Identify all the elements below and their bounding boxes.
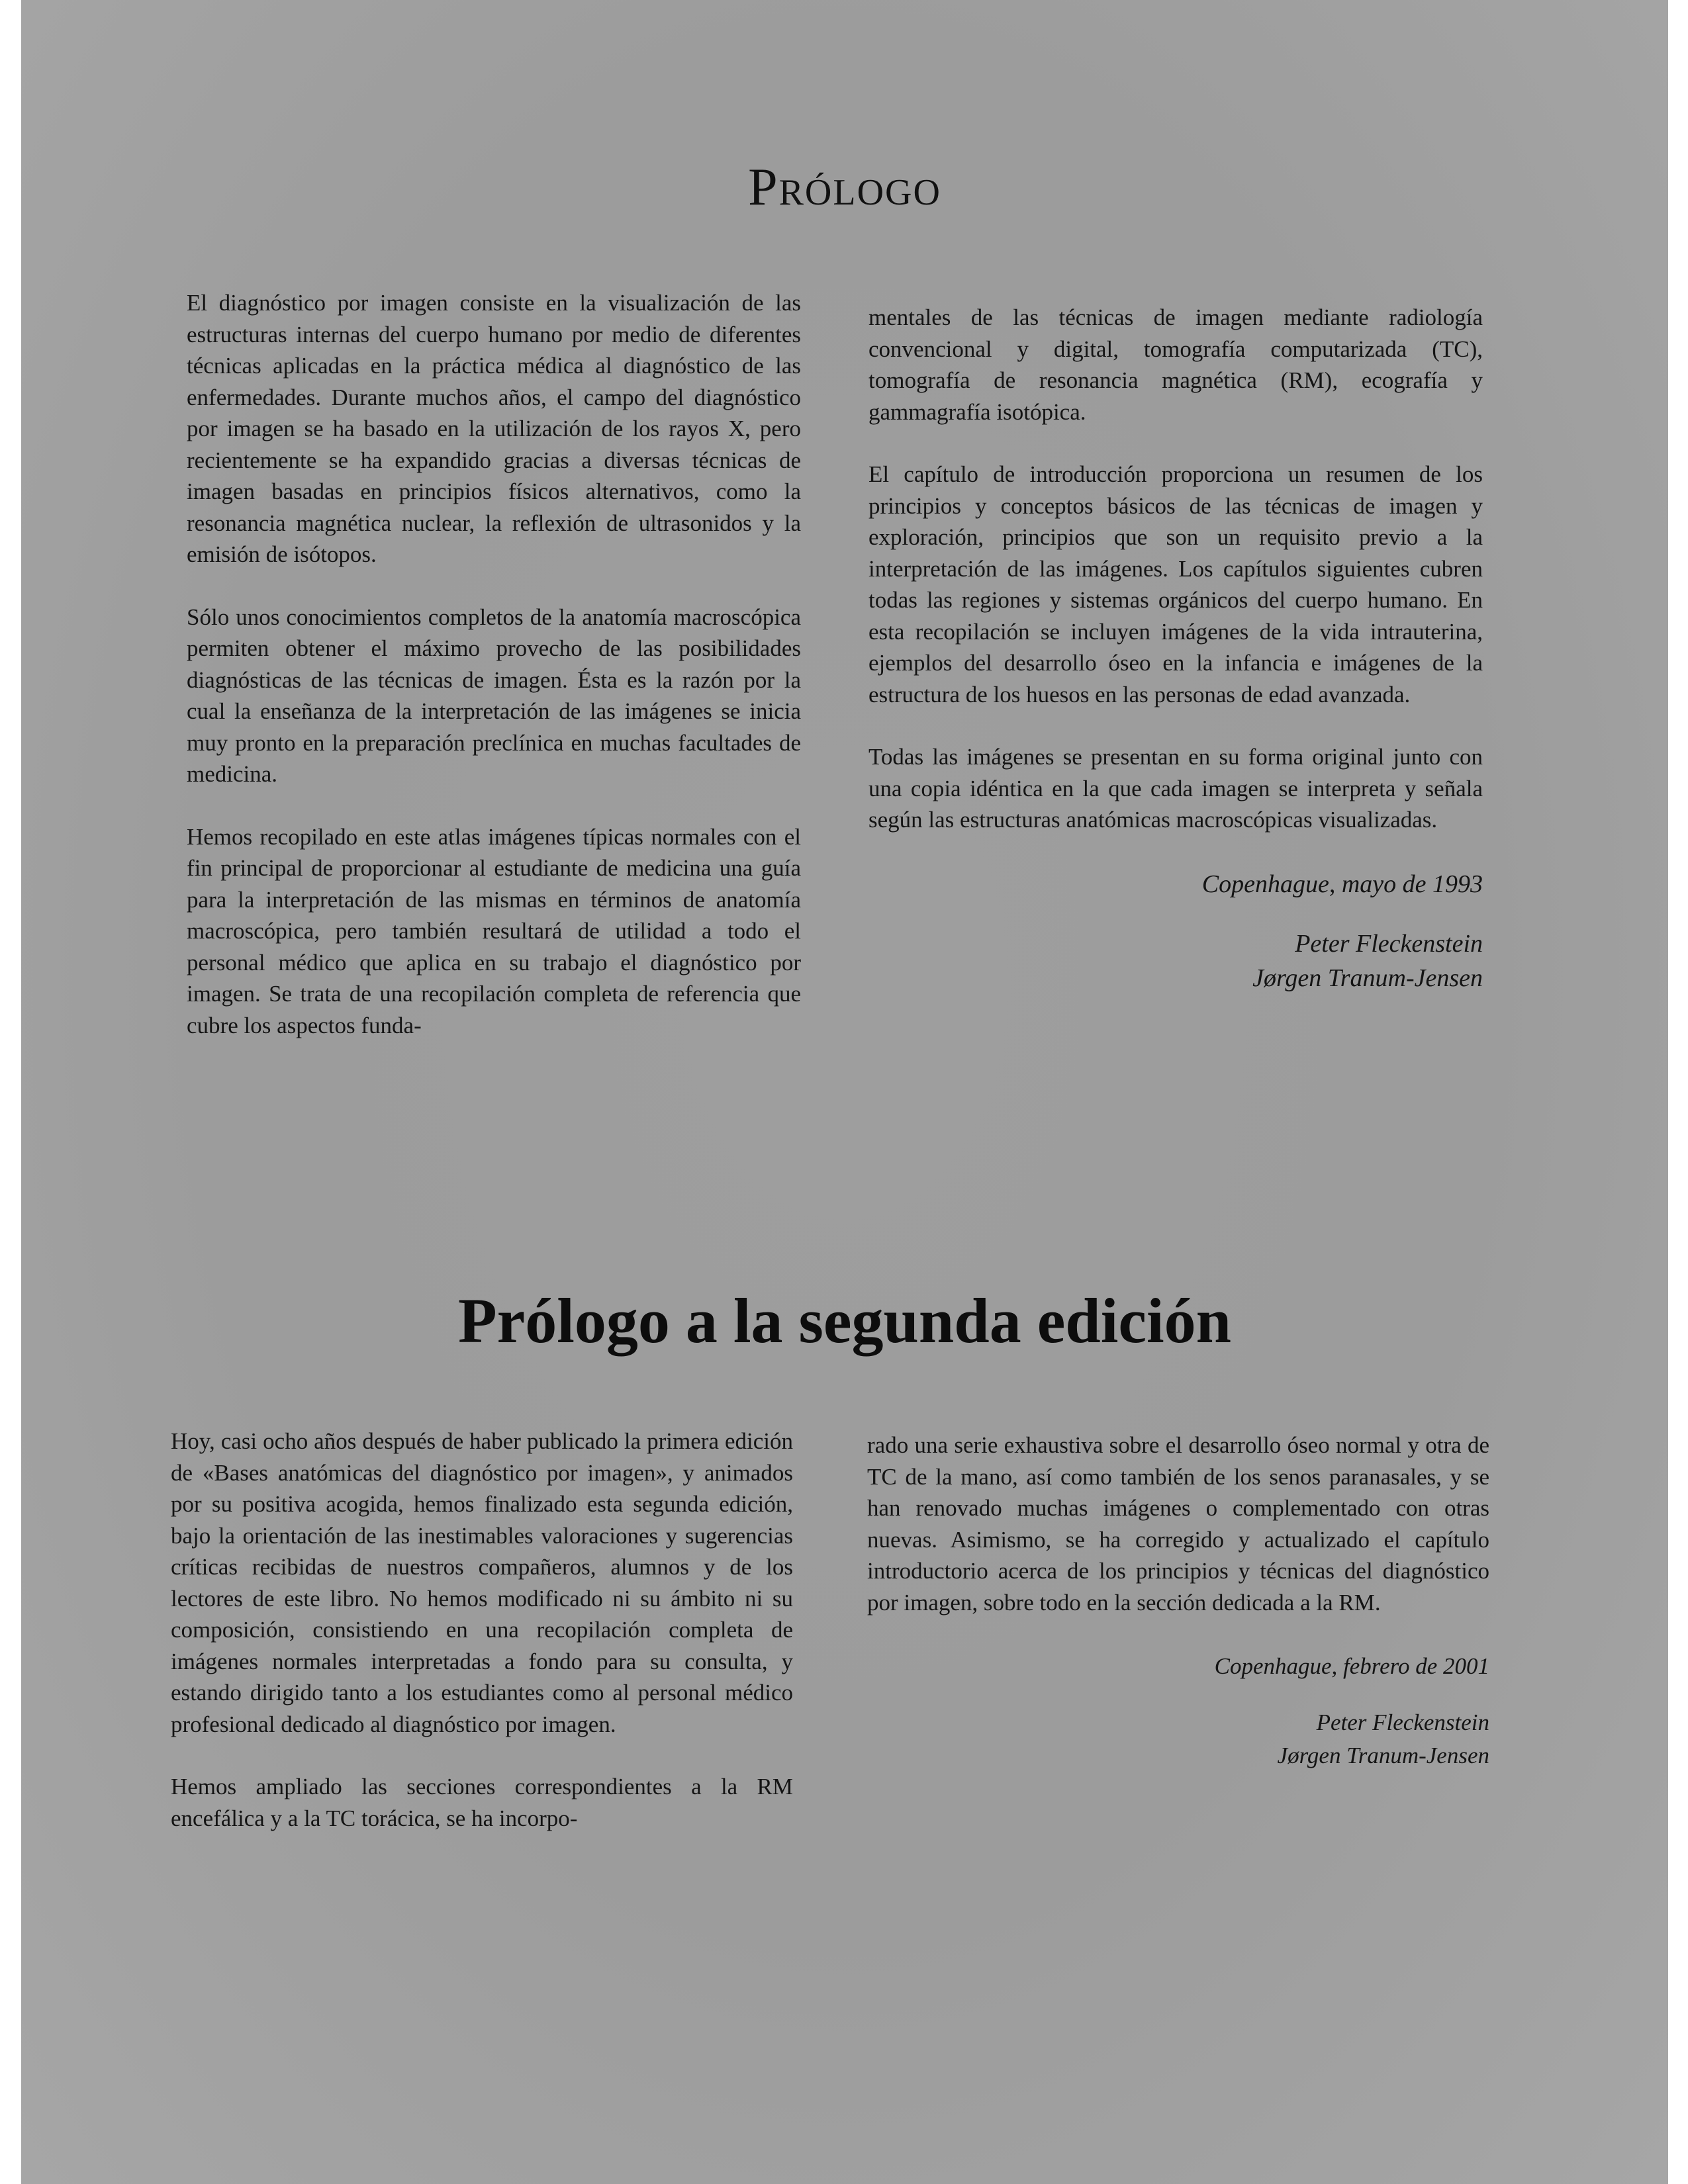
prologue-author-1: Peter Fleckenstein [1295, 929, 1483, 958]
prologue-paragraph: El capítulo de introducción proporciona un resumen de los principios y conceptos básicos de las técnicas de imagen y exploración, principios que son un requisito previo a la interpretación de las imágenes. Los capítulos siguientes cubren todas las regiones y sistemas orgánicos del cuerpo humano. En esta recopilación se incluyen imágenes de la vida intrauterina, ejemplos del desarrollo óseo en la infancia e imágenes de la estructura de los huesos en las personas de edad avanzada. [868, 461, 1483, 707]
prologue-paragraph: mentales de las técnicas de imagen mediante radiología convencional y digital, tomografía computarizada (TC), tomografía de resonancia magnética (RM), ecografía y gammagrafía isotópica. [868, 304, 1483, 425]
second-edition-author-2: Jørgen Tranum-Jensen [1277, 1743, 1489, 1768]
prologue-author-2: Jørgen Tranum-Jensen [1252, 964, 1483, 992]
second-edition-place-date: Copenhague, febrero de 2001 [1214, 1653, 1489, 1679]
prologue-place-date: Copenhague, mayo de 1993 [1201, 870, 1483, 898]
prologue-paragraph: Hemos recopilado en este atlas imágenes típicas normales con el fin principal de proporcionar al estudiante de medicina una guía para la interpretación de las mismas en términos de anatomía macroscópica, pero también resultará de utilidad a todo el personal médico que aplica en su trabajo el diagnóstico por imagen. Se trata de una recopilación completa de referencia que cubre los aspectos funda- [187, 823, 801, 1038]
second-edition-paragraph: Hoy, casi ocho años después de haber publicado la primera edición de «Bases anatómicas del diagnóstico por imagen», y animados por su positiva acogida, hemos finalizado esta segunda edición, bajo la orientación de las inestimables valoraciones y sugerencias críticas recibidas de nuestros compañeros, alumnos y de los lectores de este libro. No hemos modificado ni su ámbito ni su composición, consistiendo en una recopilación completa de imágenes normales interpretadas a fondo para su consulta, y estando dirigido tanto a los estudiantes como al personal médico profesional dedicado al diagnóstico por imagen. [171, 1428, 793, 1737]
prologue-paragraph: Sólo unos conocimientos completos de la anatomía macroscópica permiten obtener el máximo provecho de las posibilidades diagnósticas de las técnicas de imagen. Ésta es la razón por la cual la enseñanza de la interpretación de las imágenes se inicia muy pronto en la preparación preclínica en muchas facultades de medicina. [187, 604, 801, 787]
second-edition-paragraph: Hemos ampliado las secciones correspondientes a la RM encefálica y a la TC torácica, se ha incorpo- [171, 1774, 793, 1831]
prologue-left-column [187, 287, 801, 1041]
second-edition-author-1: Peter Fleckenstein [1316, 1709, 1489, 1735]
scanned-page [21, 0, 1668, 2184]
second-edition-title: Prólogo a la segunda edición [457, 1285, 1232, 1356]
prologue-title: Prólogo [748, 158, 941, 216]
prologue-right-column [868, 302, 1483, 995]
second-edition-paragraph: rado una serie exhaustiva sobre el desarrollo óseo normal y otra de TC de la mano, así como también de los senos paranasales, y se han renovado muchas imágenes o complementado con otras nuevas. Asimismo, se ha corregido y actualizado el capítulo introductorio acerca de los principios y técnicas del diagnóstico por imagen, sobre todo en la sección dedicada a la RM. [867, 1432, 1489, 1615]
second-edition-right-column [867, 1430, 1489, 1772]
prologue-paragraph: El diagnóstico por imagen consiste en la visualización de las estructuras internas del cuerpo humano por medio de diferentes técnicas aplicadas en la práctica médica al diagnóstico de las enfermedades. Durante muchos años, el campo del diagnóstico por imagen se ha basado en la utilización de los rayos X, pero recientemente se ha expandido gracias a diversas técnicas de imagen basadas en principios físicos alternativos, como la resonancia magnética nuclear, la reflexión de ultrasonidos y la emisión de isótopos. [187, 290, 801, 567]
prologue-paragraph: Todas las imágenes se presentan en su forma original junto con una copia idéntica en la que cada imagen se interpreta y señala según las estructuras anatómicas macroscópicas visualizadas. [868, 744, 1483, 833]
second-edition-left-column [171, 1426, 793, 1834]
